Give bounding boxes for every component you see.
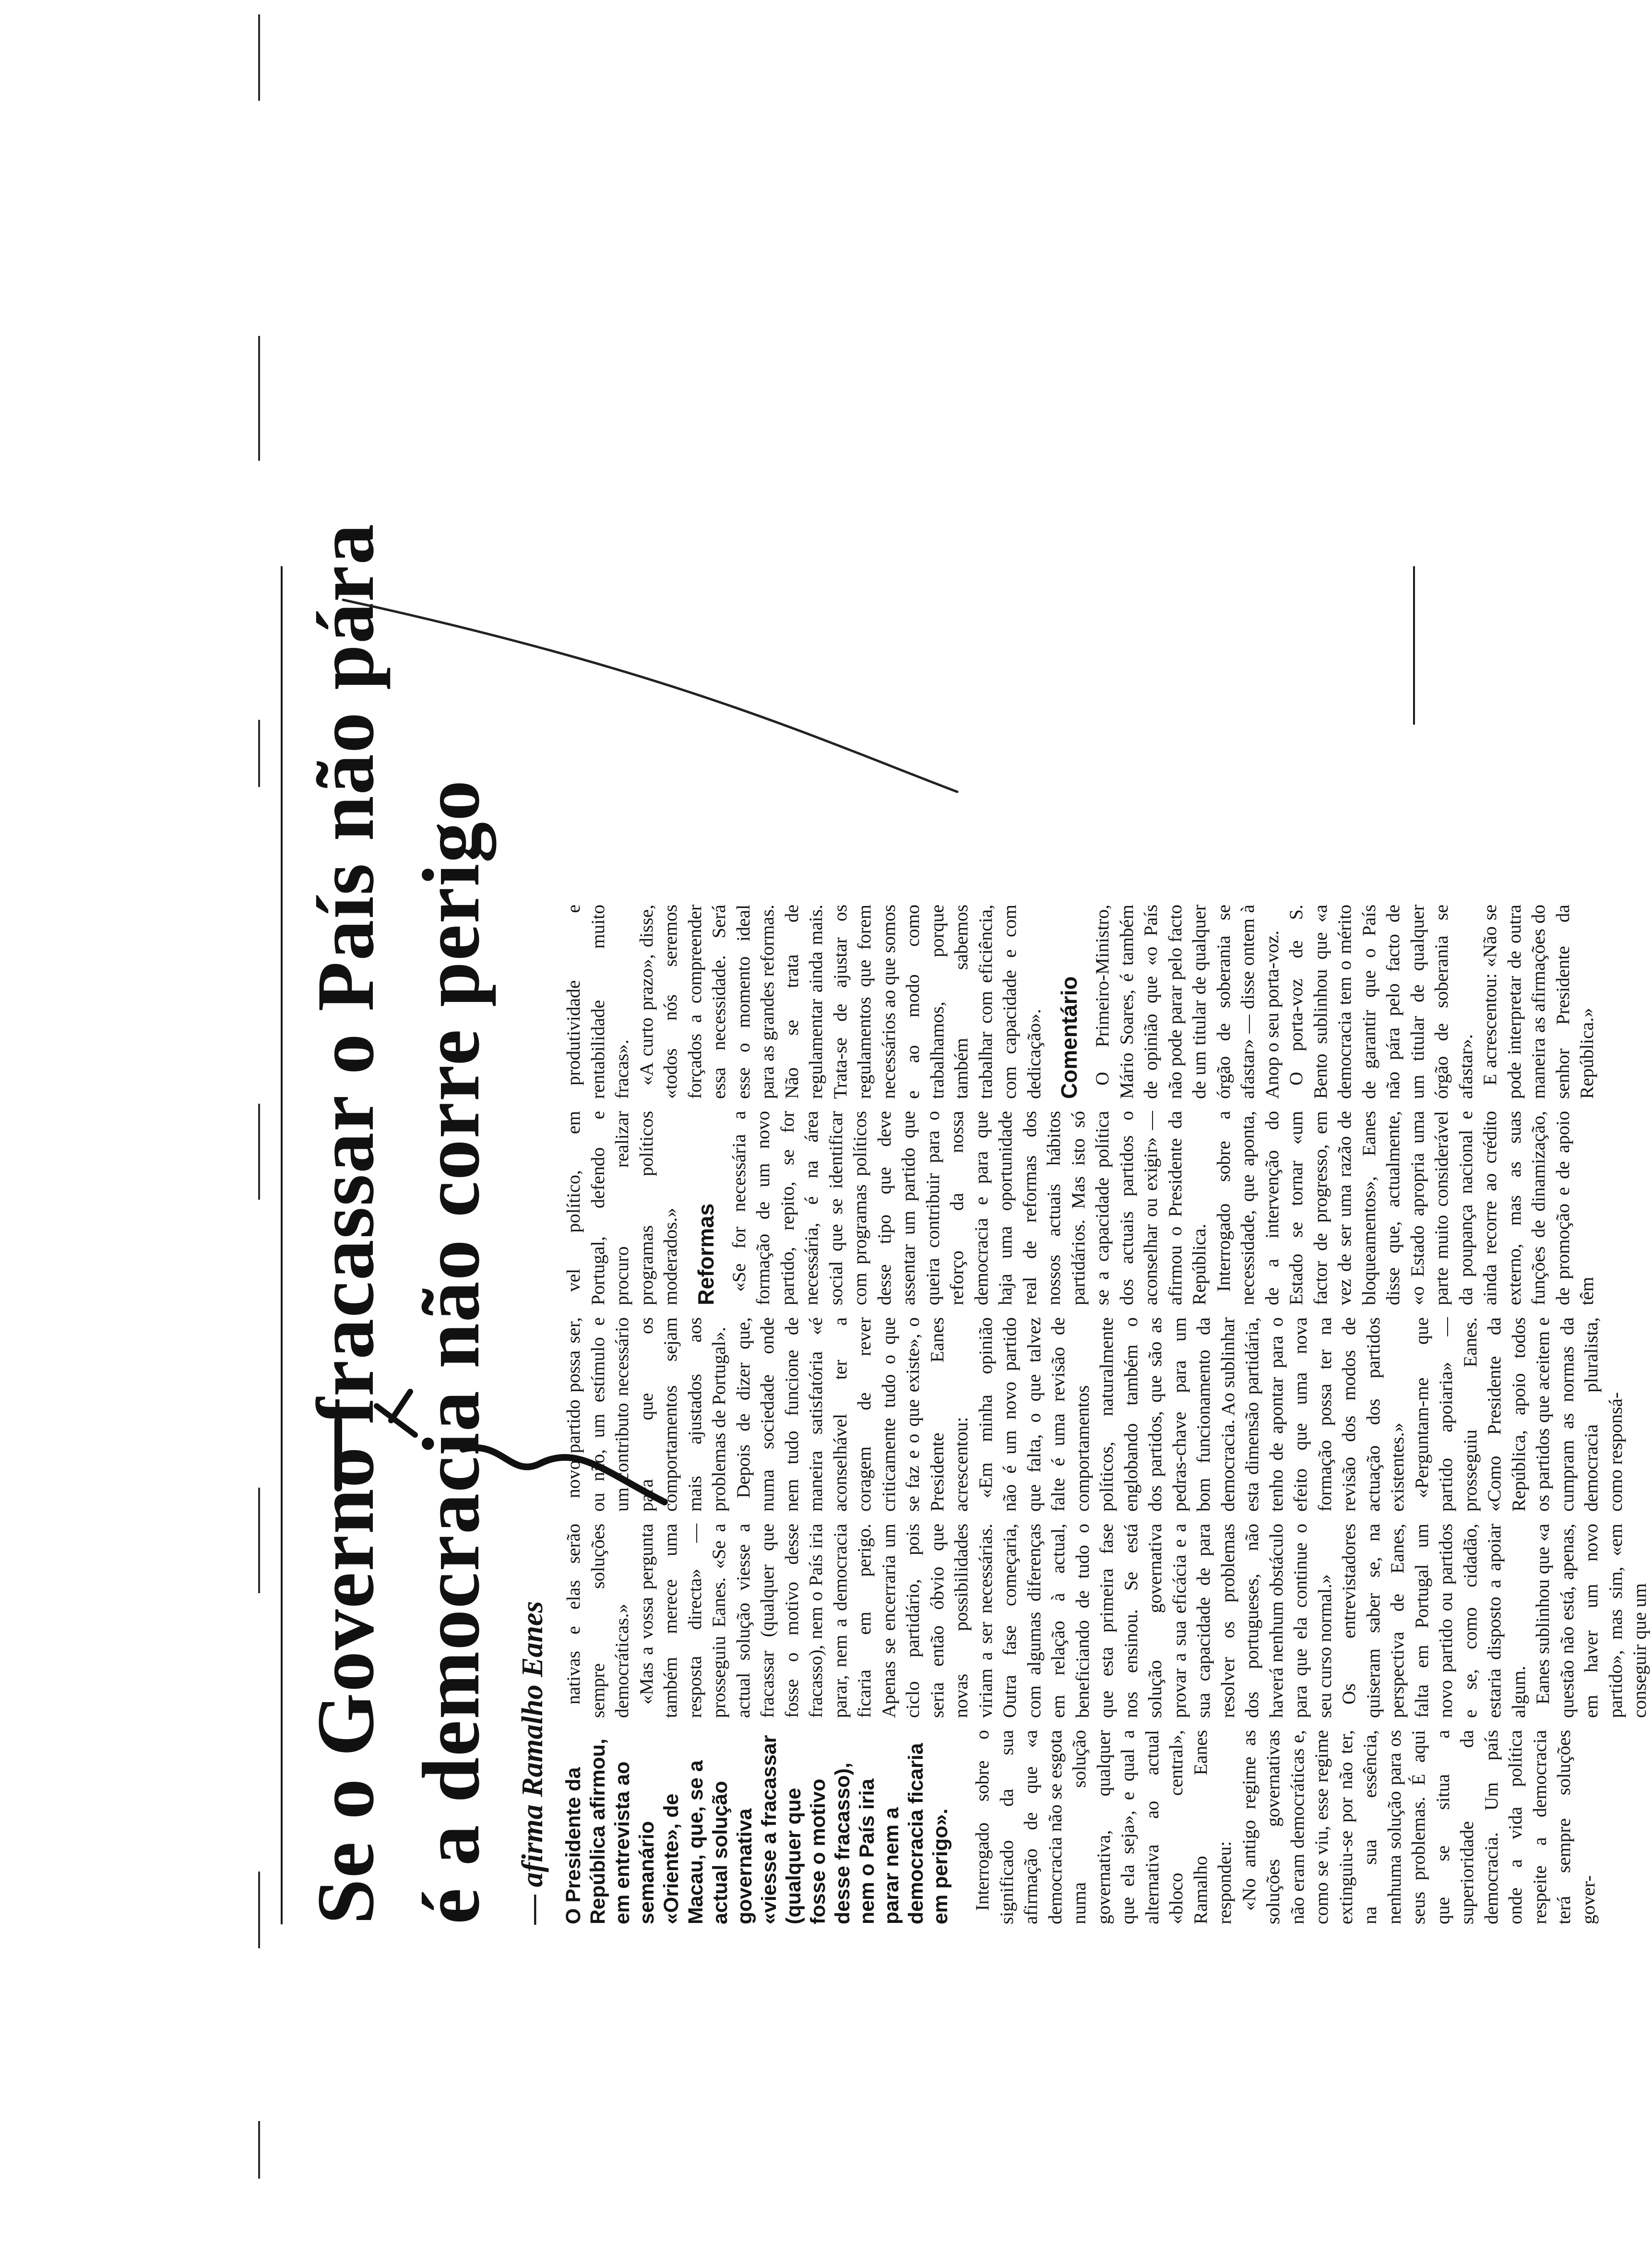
body-paragraph: produtividade e rentabilidade muito fracas».	[563, 905, 632, 1099]
left-edge-mark	[258, 1872, 260, 1948]
body-paragraph: Depois de dizer que, numa sociedade onde nem tudo funcione de maneira satisfatória «é aconselhável ter a coragem de rever criticamente tudo o que se faz e o que existe», o Presidente Eanes acrescentou:	[732, 1317, 972, 1512]
article-column-1	[561, 1730, 1646, 1924]
handwritten-annotation	[319, 1377, 684, 1531]
body-paragraph: «Em minha opinião não é um novo partido que falta, o que talvez falte é uma revisão de comportamentos políticos, naturalmente englobando também o dos partidos, que são as pedras-chave para um bom funcionamento da democracia. Ao sublinhar esta dimensão partidária, tenho de apontar para o efeito que uma nova formação possa ter na revisão dos modos de actuação dos partidos existentes.»	[975, 1317, 1408, 1512]
bottom-rule	[1413, 566, 1415, 725]
left-edge-mark	[258, 14, 260, 101]
body-paragraph: «Se for necessária a formação de um novo partido, repito, se for necessária, é na área social que se identificar com programas políticos desse tipo que deve assentar um partido que queira contribuir para o reforço da nossa democracia e para que haja uma oportunidade real de reformas dos nossos actuais hábitos partidários. Mas isto só se a capacidade política dos actuais partidos o aconselhar ou exigir» — afirmou o Presidente da República.	[728, 1111, 1210, 1305]
body-paragraph: novo partido possa ser, ou não, um estímulo e um contributo necessário para que os comportamentos sejam mais ajustados aos problemas de Portugal».	[563, 1317, 729, 1512]
headline-line-2: é a democracia não corre perigo	[406, 779, 496, 1924]
headline-line-1: Se o Governo fracassar o País não pára	[300, 523, 391, 1924]
body-paragraph: «A curto prazo», disse, «todos nós seremos forçados a compreender essa necessidade. Será esse o momento ideal para as grandes reformas. Não se trata de regulamentar ainda mais. Trata-se de ajustar os regulamentos que forem necessários ao que somos e ao modo como trabalhamos, porque também sabemos trabalhar com eficiência, com capacidade e com dedicação».	[635, 905, 1045, 1099]
body-paragraph: Interrogado sobre o significado da sua afirmação de que «a democracia não se esgota numa solução governativa, qualquer que ela seja», e qual a alternativa ao actual «bloco central», Ramalho Eanes respondeu:	[972, 1730, 1235, 1924]
body-paragraph: Eanes sublinhou que «a questão não está, apenas, em haver um novo partido», mas sim, «em conseguir que um	[1532, 1524, 1650, 1718]
body-paragraph: O Primeiro-Ministro, Mário Soares, é também de opinião que «o País não pode parar pelo facto de um titular de qualquer órgão de soberania se afastar» — disse ontem à Anop o seu porta-voz.	[1092, 905, 1283, 1099]
body-paragraph: «Perguntam-me que partido apoiaria» — prosseguiu Eanes. «Como Presidente da República, apoio todos os partidos que aceitem e cumpram as normas da democracia pluralista, como responsá-	[1411, 1317, 1626, 1512]
subhead-reformas: Reformas	[693, 1203, 718, 1305]
body-paragraph: nativas e elas serão sempre soluções democráticas.»	[563, 1524, 632, 1718]
top-rule	[281, 566, 283, 1924]
body-paragraph: O porta-voz de S. Bento sublinhou que «a democracia tem o mérito de garantir que o País não pára pelo facto de um titular de qualquer órgão de soberania se afastar».	[1285, 905, 1476, 1099]
left-edge-mark	[258, 1488, 260, 1593]
body-paragraph: «Mas a vossa pergunta também merece uma resposta directa» — prosseguiu Eanes. «Se a actual solução viesse a fracassar (qualquer que fosse o motivo desse fracasso), nem o País iria parar, nem a democracia ficaria em perigo. Apenas se encerraria um ciclo partidário, pois seria então óbvio que novas possibilidades viriam a ser necessárias. Outra fase começaria, com algumas diferenças em relação à actual, beneficiando de tudo o que esta primeira fase nos ensinou. Se está solução governativa provar a sua eficácia e a sua capacidade de para resolver os problemas dos portugueses, não haverá nenhum obstáculo para que ela continue o seu curso normal.»	[635, 1524, 1335, 1718]
body-paragraph: «No antigo regime as soluções governativas não eram democráticas e, como se viu, esse regime extinguiu-se por não ter, na sua essência, nenhuma solução para os seus problemas. É aqui que se situa a superioridade da democracia. Um país onde a vida política respeite a democracia terá sempre soluções gover-	[1238, 1730, 1599, 1924]
byline: — afirma Ramalho Eanes	[516, 1601, 549, 1924]
pen-stroke-mark	[338, 595, 962, 797]
left-edge-mark	[258, 2121, 260, 2179]
left-edge-mark	[258, 336, 260, 461]
body-paragraph: vel político, em Portugal, defendo e procuro realizar programas políticos moderados.»	[563, 1111, 681, 1305]
left-edge-mark	[258, 1104, 260, 1200]
article-column-2	[561, 1524, 1650, 1718]
newspaper-clipping	[281, 523, 1650, 1944]
subhead-comentario: Comentário	[1057, 976, 1082, 1099]
article-column-4	[561, 1111, 1597, 1305]
left-edge-mark	[258, 720, 260, 787]
body-paragraph: Os entrevistadores quiseram saber se, na perspectiva de Eanes, falta em Portugal um novo partido ou partidos e se, como cidadão, estaria disposto a apoiar algum.	[1338, 1524, 1529, 1718]
article-column-5	[561, 905, 1597, 1099]
body-paragraph: E acrescentou: «Não se pode interpretar de outra maneira as afirmações do senhor Presidente da República.»	[1479, 905, 1597, 1099]
lead-paragraph: O Presidente da República afirmou, em entrevista ao semanário «Oriente», de Macau, que, se a actual solução governativa «viesse a fracassar (qualquer que fosse o motivo desse fracasso), nem o País iria parar nem a democracia ficaria em perigo».	[562, 1735, 952, 1924]
body-paragraph: Interrogado sobre a necessidade, que aponta, de a intervenção do Estado se tornar «um factor de progresso, em vez de ser uma razão de bloqueamentos», Eanes disse que, actualmente, «o Estado apropria uma parte muito considerável da poupança nacional e ainda recorre ao crédito externo, mas as suas funções de dinamização, de promoção e de apoio têm	[1212, 1111, 1597, 1305]
article-column-3	[561, 1317, 1626, 1512]
